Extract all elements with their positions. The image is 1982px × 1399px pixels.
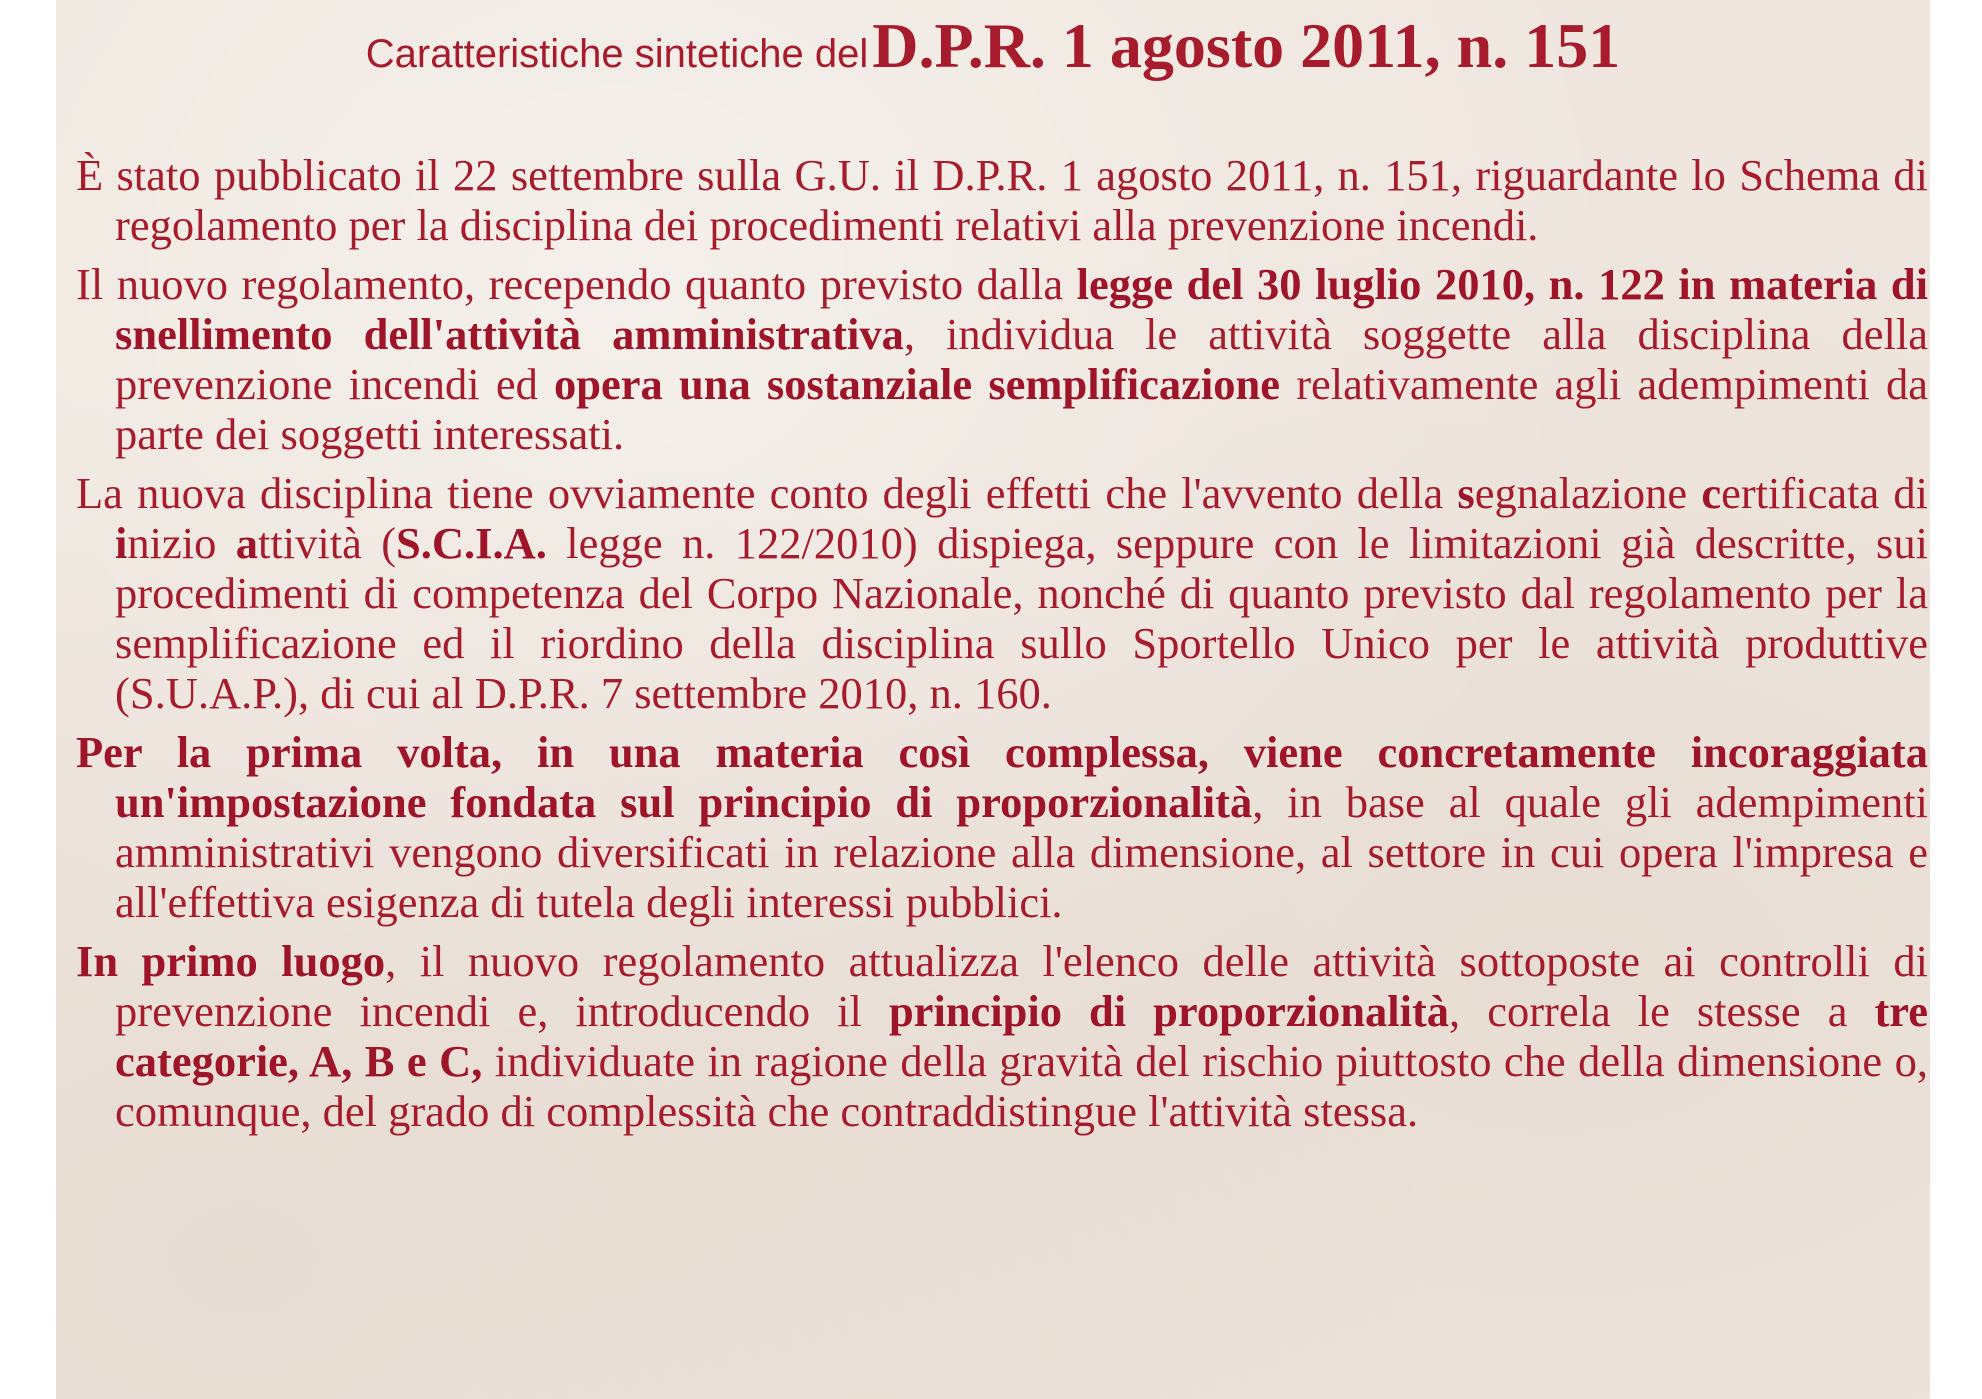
text-segment: È stato pubblicato il 22 settembre sulla G.U. il D.P.R. 1 agosto 2011, n. 151, riguardante lo Schema di regolamento per la disciplina dei procedimenti relativi alla prevenzione incendi. xyxy=(76,150,1928,250)
title-main: D.P.R. 1 agosto 2011, n. 151 xyxy=(872,10,1621,81)
bold-segment: opera una sostanziale semplificazione xyxy=(554,359,1280,409)
paragraph-publication xyxy=(76,150,1928,250)
text-segment: , correla le stesse a xyxy=(1449,986,1875,1036)
text-segment: , individua le attività soggette alla disciplina della prevenzione incendi ed xyxy=(115,309,1928,409)
text-segment: Il nuovo regolamento, recependo quanto previsto dalla xyxy=(76,259,1077,309)
bold-segment: tre categorie, A, B e C, xyxy=(115,986,1928,1086)
text-segment: ertificata di xyxy=(1721,468,1928,518)
text-segment: egnalazione xyxy=(1474,468,1702,518)
text-segment: relativamente agli adempimenti da parte dei soggetti interessati. xyxy=(115,359,1928,459)
body-text xyxy=(76,150,1928,1145)
bold-segment: i xyxy=(115,518,128,568)
bold-segment: a xyxy=(235,518,258,568)
title-prefix: Caratteristiche sintetiche del xyxy=(365,32,869,76)
text-segment: ttività ( xyxy=(258,518,397,568)
text-segment: , in base al quale gli adempimenti amministrativi vengono diversificati in relazione alla dimensione, al settore in cui opera l'impresa e all'effettiva esigenza di tutela degli interessi pubblici. xyxy=(115,777,1928,927)
bold-segment: c xyxy=(1701,468,1722,518)
bold-segment: In primo luogo xyxy=(76,936,386,986)
paragraph-proportionality xyxy=(76,727,1928,927)
text-segment: nizio xyxy=(127,518,236,568)
slide xyxy=(56,0,1930,1399)
bold-segment: legge del 30 luglio 2010, n. 122 in materia di snellimento dell'attività amministrativa xyxy=(115,259,1928,359)
bold-segment: s xyxy=(1457,468,1475,518)
text-segment: La nuova disciplina tiene ovviamente conto degli effetti che l'avvento della xyxy=(76,468,1458,518)
bold-segment: Per la prima volta, in una materia così complessa, viene concretamente incoraggiata un'impostazione fondata sul principio di proporzionalità xyxy=(76,727,1928,827)
slide-title xyxy=(56,6,1930,103)
text-segment: individuate in ragione della gravità del rischio piuttosto che della dimensione o, comunque, del grado di complessità che contraddistingue l'attività stessa. xyxy=(115,1036,1928,1136)
paragraph-new-regulation xyxy=(76,259,1928,459)
text-segment: legge n. 122/2010) dispiega, seppure con le limitazioni già descritte, sui procedimenti di competenza del Corpo Nazionale, nonché di quanto previsto dal regolamento per la semplificazione ed il riordino della disciplina sullo Sportello Unico per le attività produttive (S.U.A.P.), di cui al D.P.R. 7 settembre 2010, n. 160. xyxy=(115,518,1928,718)
bold-segment: principio di proporzionalità xyxy=(888,986,1450,1036)
paragraph-scia xyxy=(76,468,1928,718)
paragraph-categories xyxy=(76,936,1928,1136)
text-segment: , il nuovo regolamento attualizza l'elenco delle attività sottoposte ai controlli di prevenzione incendi e, introducendo il xyxy=(115,936,1928,1036)
bold-segment: S.C.I.A. xyxy=(396,518,547,568)
